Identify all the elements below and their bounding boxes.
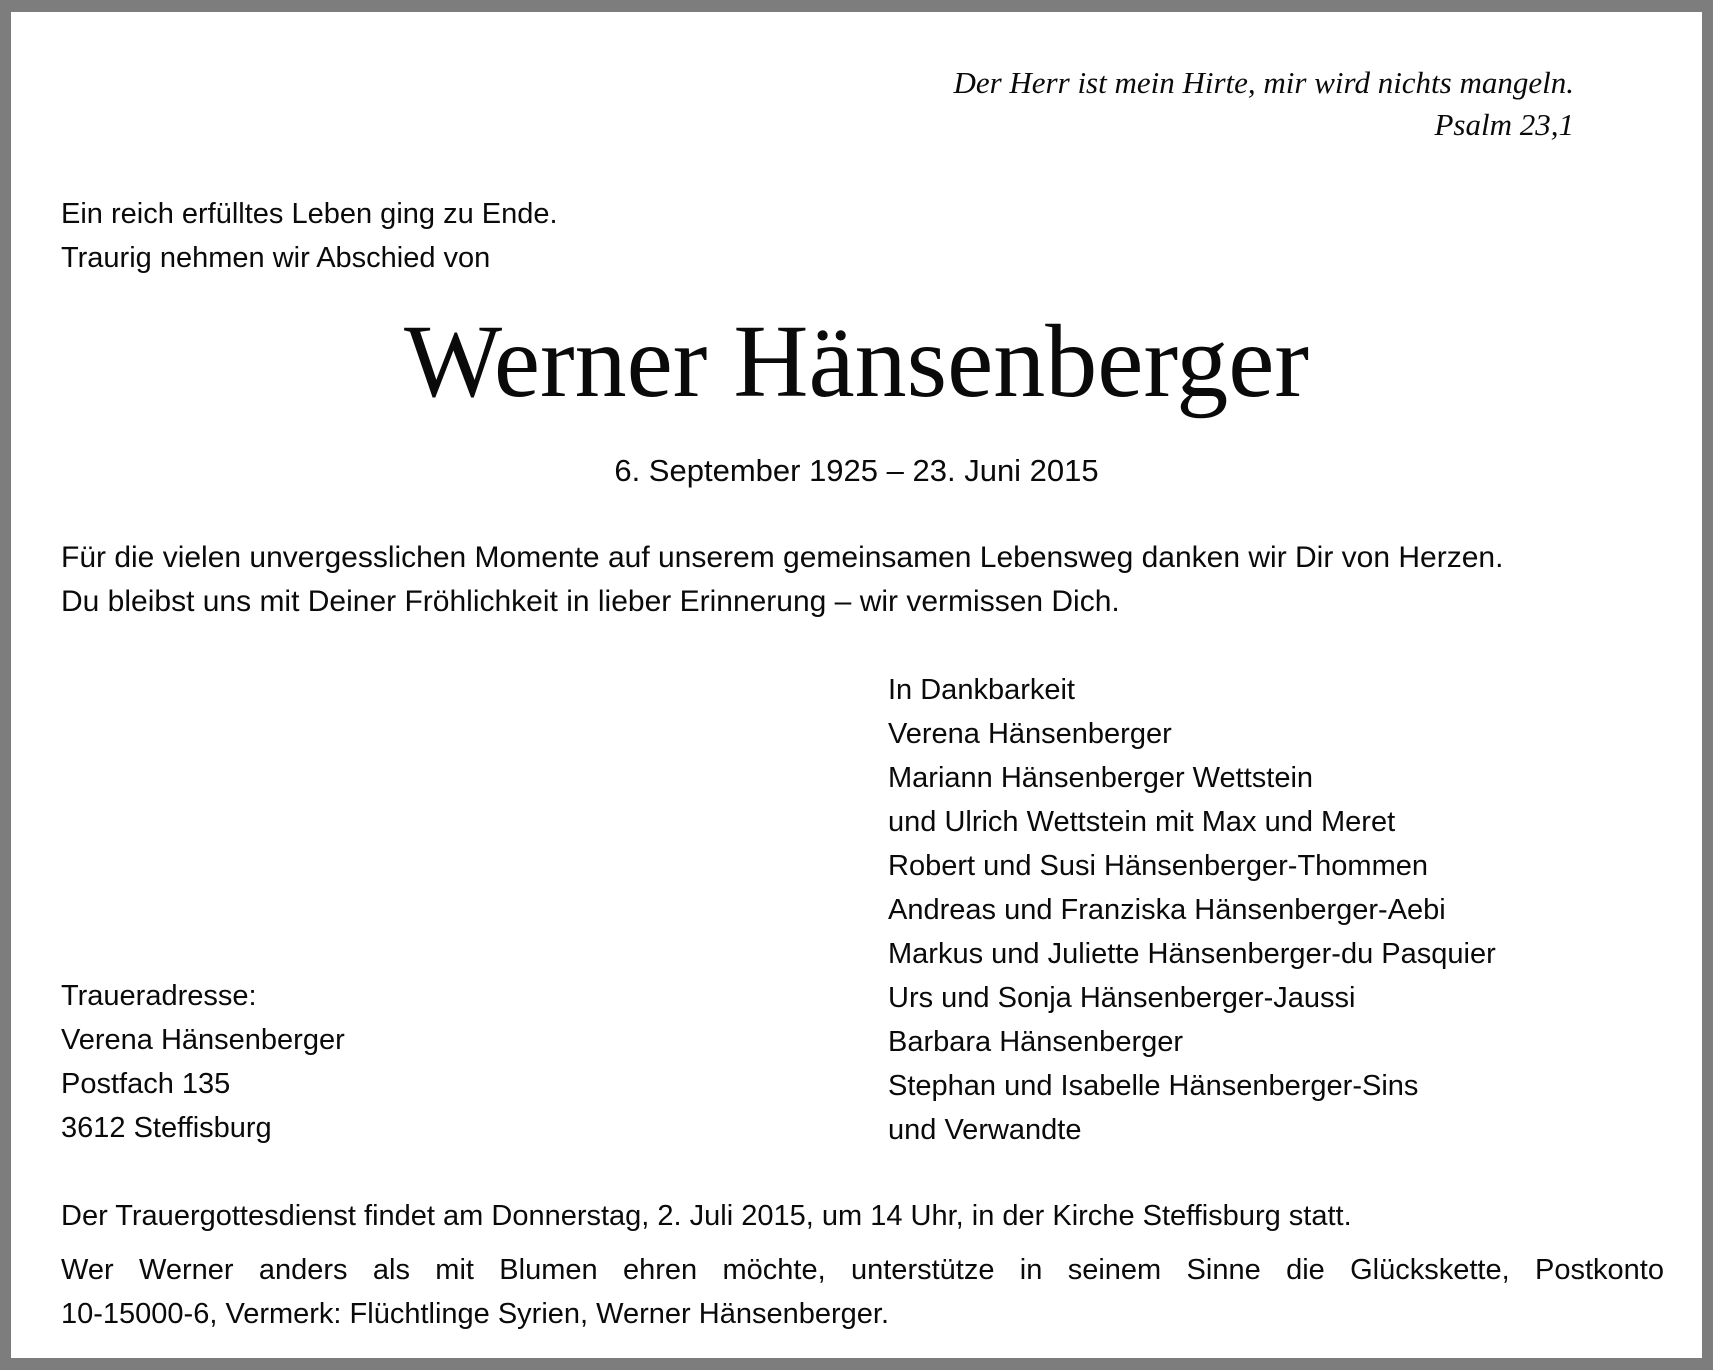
mourning-address	[61, 974, 345, 1150]
mourners-list	[888, 668, 1496, 1152]
intro-line: Traurig nehmen wir Abschied von	[61, 242, 491, 274]
donation-note	[61, 1248, 1664, 1336]
address-line: Traueradresse:	[61, 980, 257, 1012]
donation-line: 10-15000-6, Vermerk: Flüchtlinge Syrien, Werner Hänsenberger.	[61, 1298, 890, 1330]
message-line: Du bleibst uns mit Deiner Fröhlichkeit in lieber Erinnerung – wir vermissen Dich.	[61, 585, 1120, 618]
obituary-notice	[11, 12, 1702, 1358]
intro-text	[61, 192, 558, 280]
signer-line: Andreas und Franziska Hänsenberger-Aebi	[888, 894, 1446, 926]
message-line: Für die vielen unvergesslichen Momente auf unserem gemeinsamen Lebensweg danken wir Dir von Herzen.	[61, 541, 1504, 574]
funeral-service-info: Der Trauergottesdienst findet am Donnerstag, 2. Juli 2015, um 14 Uhr, in der Kirche Steffisburg statt.	[61, 1200, 1352, 1232]
signer-line: Markus und Juliette Hänsenberger-du Pasquier	[888, 938, 1496, 970]
psalm-reference: Psalm 23,1	[1434, 107, 1574, 142]
signer-line: und Ulrich Wettstein mit Max und Meret	[888, 806, 1396, 838]
address-line: Verena Hänsenberger	[61, 1024, 345, 1056]
signer-line: Stephan und Isabelle Hänsenberger-Sins	[888, 1070, 1419, 1102]
life-dates: 6. September 1925 – 23. Juni 2015	[614, 453, 1099, 488]
signer-line: Verena Hänsenberger	[888, 718, 1172, 750]
signer-line: und Verwandte	[888, 1114, 1082, 1146]
farewell-message	[61, 536, 1503, 624]
address-line: Postfach 135	[61, 1068, 231, 1100]
intro-line: Ein reich erfülltes Leben ging zu Ende.	[61, 198, 558, 230]
address-line: 3612 Steffisburg	[61, 1112, 272, 1144]
signer-line: In Dankbarkeit	[888, 674, 1075, 706]
signer-line: Robert und Susi Hänsenberger-Thommen	[888, 850, 1428, 882]
psalm-quote: Der Herr ist mein Hirte, mir wird nichts mangeln.	[953, 65, 1574, 100]
deceased-name: Werner Hänsenberger	[403, 304, 1310, 419]
donation-line: Wer Werner anders als mit Blumen ehren möchte, unterstütze in seinem Sinne die Glückskette, Postkonto	[61, 1254, 1664, 1286]
signer-line: Barbara Hänsenberger	[888, 1026, 1184, 1058]
signer-line: Urs und Sonja Hänsenberger-Jaussi	[888, 982, 1356, 1014]
psalm-motto	[953, 62, 1574, 146]
signer-line: Mariann Hänsenberger Wettstein	[888, 762, 1314, 794]
